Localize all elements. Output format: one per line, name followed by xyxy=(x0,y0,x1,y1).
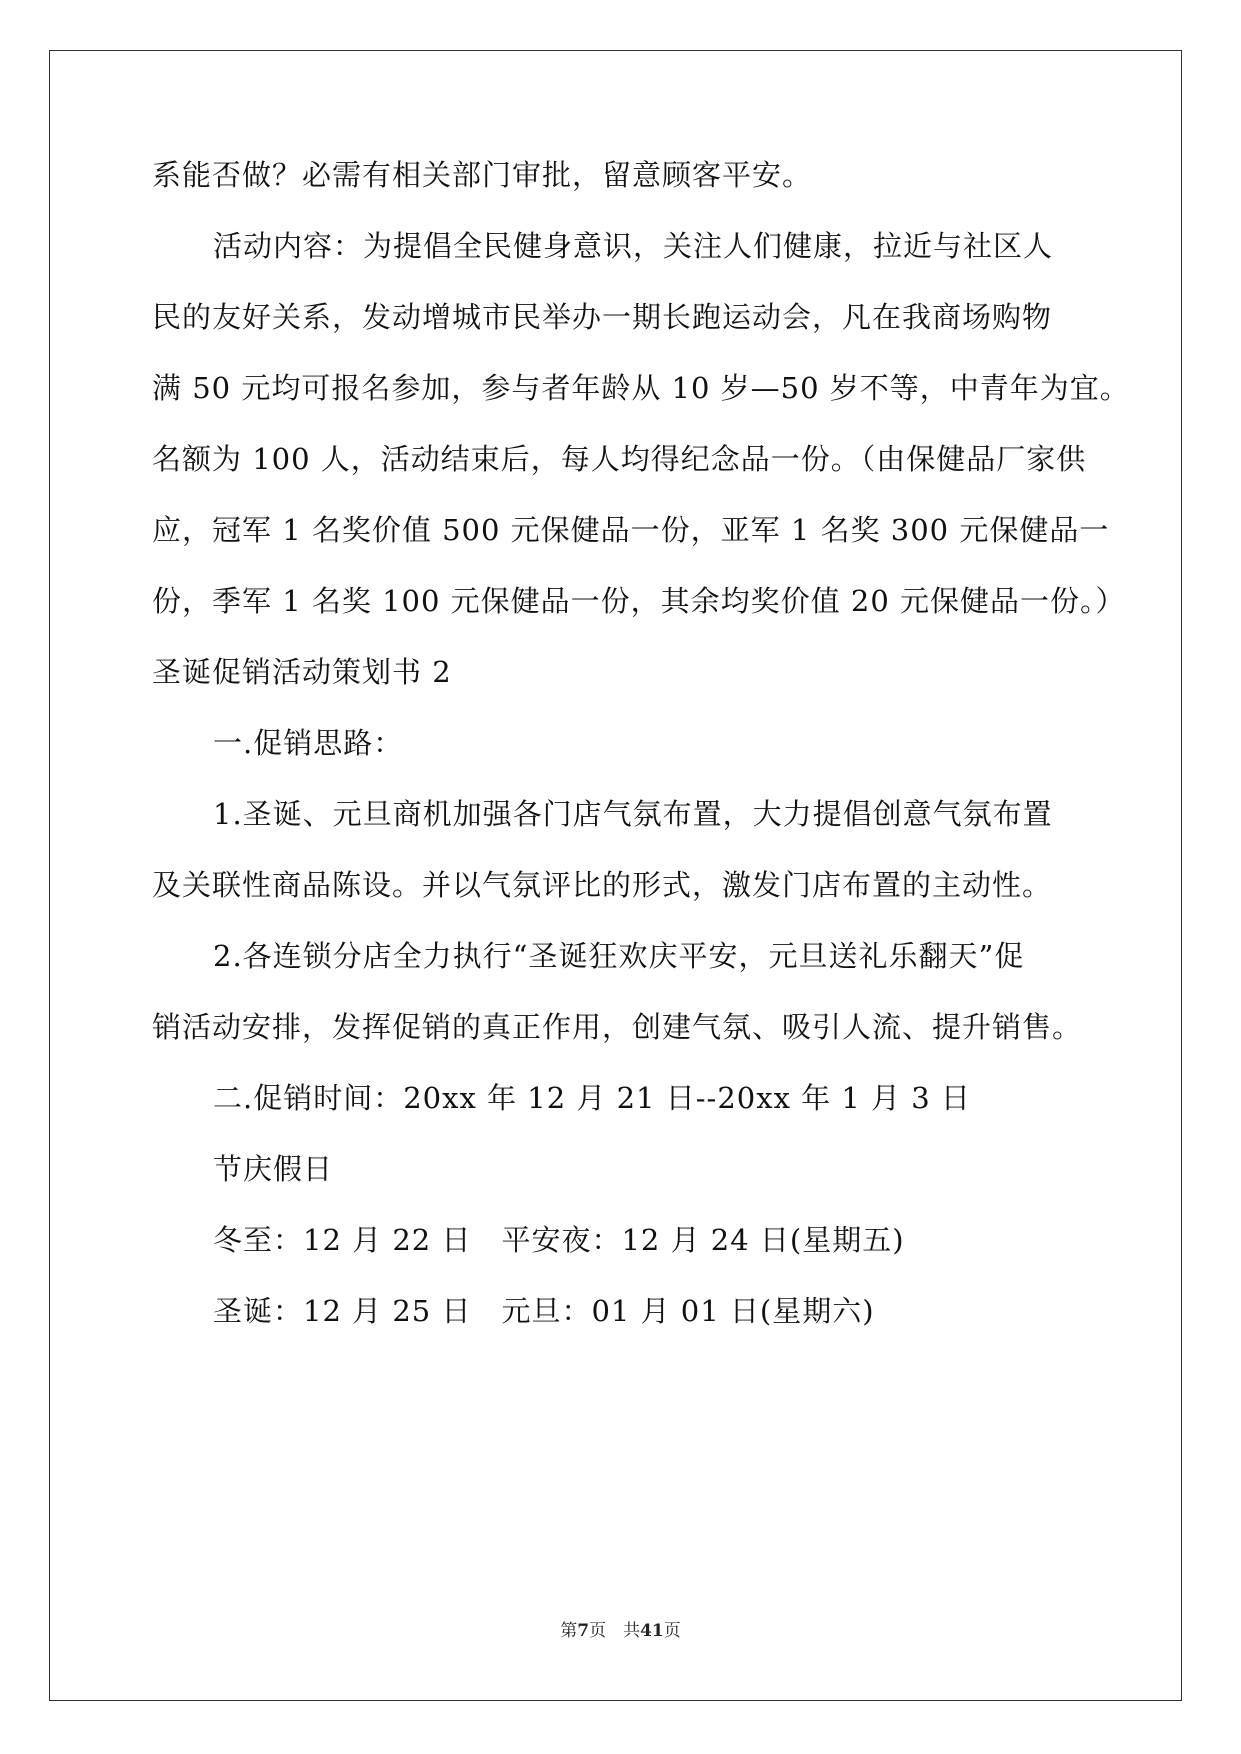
body-line-6: 应，冠军 1 名奖价值 500 元保健品一份，亚军 1 名奖 300 元保健品一 xyxy=(152,513,1110,547)
body-line-11: 及关联性商品陈设。并以气氛评比的形式，激发门店布置的主动性。 xyxy=(152,868,1053,902)
footer-suffix: 页 xyxy=(663,1621,681,1641)
body-line-7: 份，季军 1 名奖 100 元保健品一份，其余均奖价值 20 元保健品一份。） xyxy=(152,584,1126,618)
footer-total-pages: 41 xyxy=(640,1621,664,1641)
body-line-16: 冬至：12 月 22 日 平安夜：12 月 24 日(星期五) xyxy=(213,1223,905,1257)
section-heading: 圣诞促销活动策划书 2 xyxy=(152,655,452,689)
body-line-13: 销活动安排，发挥促销的真正作用，创建气氛、吸引人流、提升销售。 xyxy=(152,1010,1083,1044)
body-line-9: 一.促销思路： xyxy=(213,726,404,760)
body-line-10: 1.圣诞、元旦商机加强各门店气氛布置，大力提倡创意气氛布置 xyxy=(213,797,1053,831)
page-footer xyxy=(0,1619,1241,1643)
footer-prefix: 第 xyxy=(560,1621,578,1641)
footer-middle: 页 共 xyxy=(589,1621,641,1641)
body-line-12: 2.各连锁分店全力执行“圣诞狂欢庆平安，元旦送礼乐翻天”促 xyxy=(213,939,1025,973)
body-line-4: 满 50 元均可报名参加，参与者年龄从 10 岁—50 岁不等，中青年为宜。 xyxy=(152,371,1130,405)
body-line-14: 二.促销时间：20xx 年 12 月 21 日--20xx 年 1 月 3 日 xyxy=(213,1081,971,1115)
body-line-15: 节庆假日 xyxy=(213,1152,334,1186)
body-line-1: 系能否做？必需有相关部门审批，留意顾客平安。 xyxy=(152,158,813,192)
footer-current-page: 7 xyxy=(577,1621,590,1641)
body-line-17: 圣诞：12 月 25 日 元旦：01 月 01 日(星期六) xyxy=(213,1294,875,1328)
body-line-2: 活动内容：为提倡全民健身意识，关注人们健康，拉近与社区人 xyxy=(213,229,1054,263)
body-line-3: 民的友好关系，发动增城市民举办一期长跑运动会，凡在我商场购物 xyxy=(152,300,1053,334)
body-line-5: 名额为 100 人，活动结束后，每人均得纪念品一份。（由保健品厂家供 xyxy=(152,442,1087,476)
